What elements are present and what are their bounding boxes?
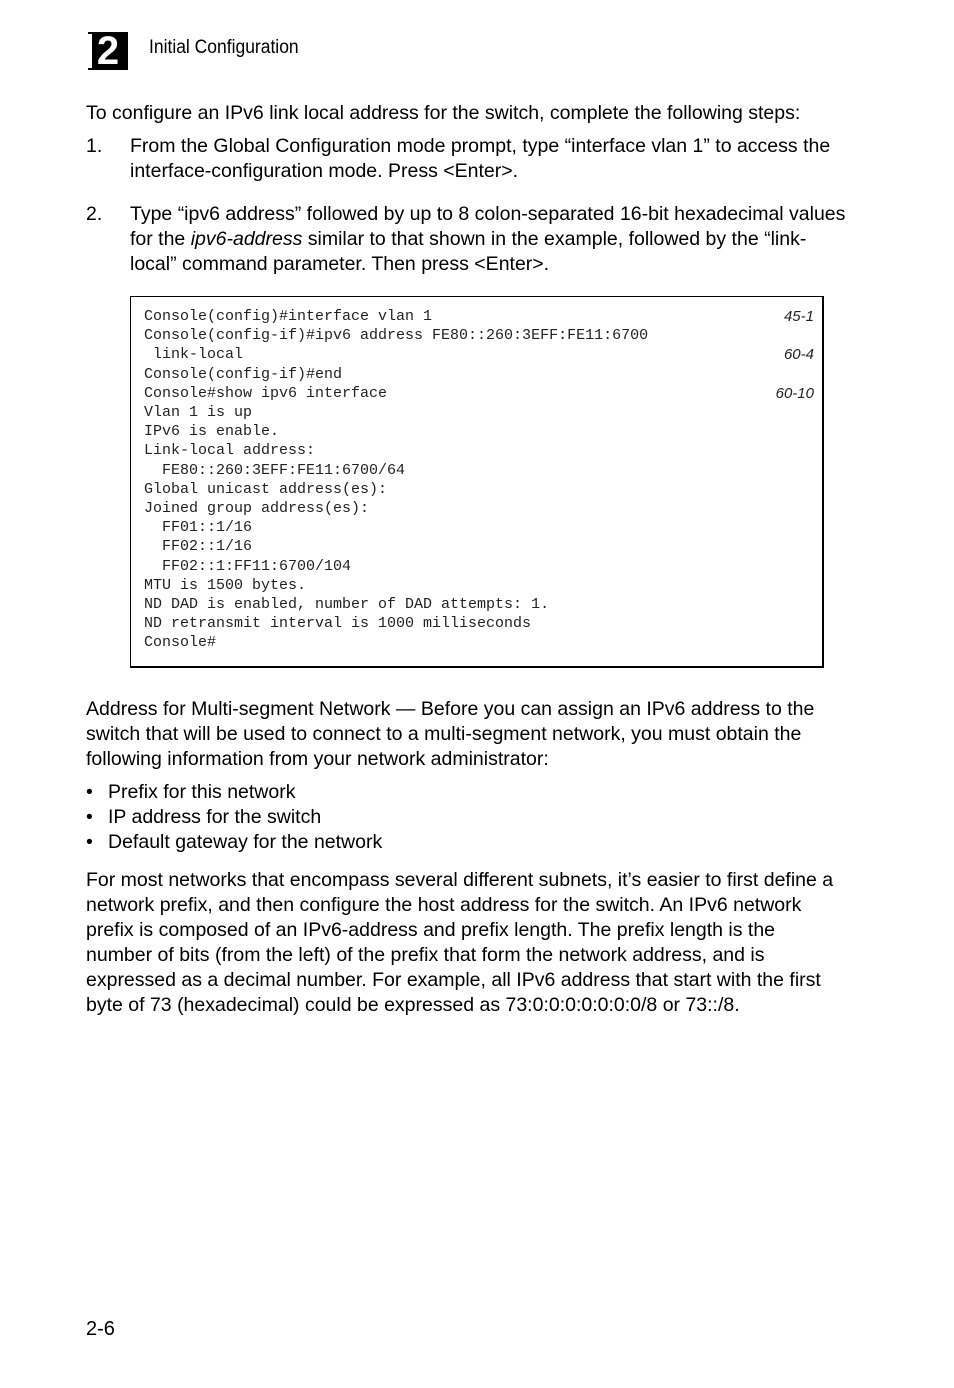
bullet-dot: • xyxy=(86,831,93,853)
step-text-italic: ipv6-address xyxy=(190,228,303,250)
code-text: Console(config-if)#end xyxy=(144,365,343,383)
code-text: IPv6 is enable. xyxy=(144,423,280,441)
list-item-text: Default gateway for the network xyxy=(108,831,383,853)
code-reference: 60-10 xyxy=(775,384,814,402)
code-text: Joined group address(es): xyxy=(144,500,370,517)
code-line xyxy=(144,384,820,403)
step-text-part: similar to that shown in the example, followed by the “link-local” command parameter. Then press <Enter>. xyxy=(130,228,807,275)
code-line xyxy=(144,518,820,537)
code-text: Global unicast address(es): xyxy=(144,480,388,498)
code-text: ND retransmit interval is 1000 milliseconds xyxy=(144,615,532,633)
list-item-text: Prefix for this network xyxy=(108,781,296,803)
code-line xyxy=(144,326,820,345)
step-number: 1. xyxy=(86,135,103,157)
step-text-part: Type “ipv6 address” followed by up to 8 colon-separated 16-bit hexadecimal values for the xyxy=(130,203,846,250)
code-line xyxy=(144,461,820,480)
code-line xyxy=(144,595,820,614)
page-number: 2-6 xyxy=(86,1318,115,1340)
code-line xyxy=(144,345,820,364)
code-line xyxy=(144,422,820,441)
code-line xyxy=(144,537,820,556)
code-text: FF01::1/16 xyxy=(144,519,253,537)
code-line xyxy=(144,614,820,633)
code-text: FF02::1/16 xyxy=(144,538,253,556)
code-text: MTU is 1500 bytes. xyxy=(144,576,307,594)
code-text: link-local xyxy=(144,346,244,364)
running-title: Initial Configuration xyxy=(149,37,299,58)
code-line xyxy=(144,499,820,518)
code-text: ND DAD is enabled, number of DAD attempts: 1. xyxy=(144,596,550,613)
prefix-paragraph: For most networks that encompass several different subnets, it’s easier to first define a network prefix, and then configure the host address for the switch. An IPv6 network prefix is composed of an IPv6-address and prefix length. The prefix length is the number of bits (from the left) of the prefix that form the network address, and is expressed as a decimal number. For example, all IPv6 address that start with the first byte of 73 (hexadecimal) could be expressed as 73:0:0:0:0:0:0:0/8 or 73::/8. xyxy=(86,869,834,1016)
multi-segment-paragraph: Address for Multi-segment Network — Before you can assign an IPv6 address to the switch that will be used to connect to a multi-segment network, you must obtain the following information from your network administrator: xyxy=(86,698,815,770)
step-text xyxy=(130,202,846,277)
intro-paragraph: To configure an IPv6 link local address for the switch, complete the following steps: xyxy=(86,102,801,124)
chapter-number-badge: 2 xyxy=(88,32,128,70)
code-line xyxy=(144,307,820,326)
code-line xyxy=(144,480,820,499)
list-item-text: IP address for the switch xyxy=(108,806,322,828)
code-line xyxy=(144,441,820,460)
code-line xyxy=(144,403,820,422)
code-text: Link-local address: xyxy=(144,442,316,460)
code-text: Console#show ipv6 interface xyxy=(144,384,388,402)
code-line xyxy=(144,365,820,384)
code-line xyxy=(144,633,820,652)
code-text: Vlan 1 is up xyxy=(144,404,253,421)
code-text: FE80::260:3EFF:FE11:6700/64 xyxy=(144,461,406,479)
step-text: From the Global Configuration mode prompt, type “interface vlan 1” to access the interface-configuration mode. Press <Enter>. xyxy=(130,135,831,182)
step-number: 2. xyxy=(86,203,103,225)
code-text: Console(config-if)#ipv6 address FE80::260:3EFF:FE11:6700 xyxy=(144,327,649,345)
code-line xyxy=(144,557,820,576)
bullet-dot: • xyxy=(86,781,93,803)
code-text: FF02::1:FF11:6700/104 xyxy=(144,557,352,575)
code-text: Console(config)#interface vlan 1 xyxy=(144,308,433,325)
code-text: Console# xyxy=(144,634,217,652)
code-line xyxy=(144,576,820,595)
code-reference: 60-4 xyxy=(783,346,814,364)
code-reference: 45-1 xyxy=(783,308,814,325)
code-example-box xyxy=(130,296,824,668)
bullet-dot: • xyxy=(86,806,93,828)
